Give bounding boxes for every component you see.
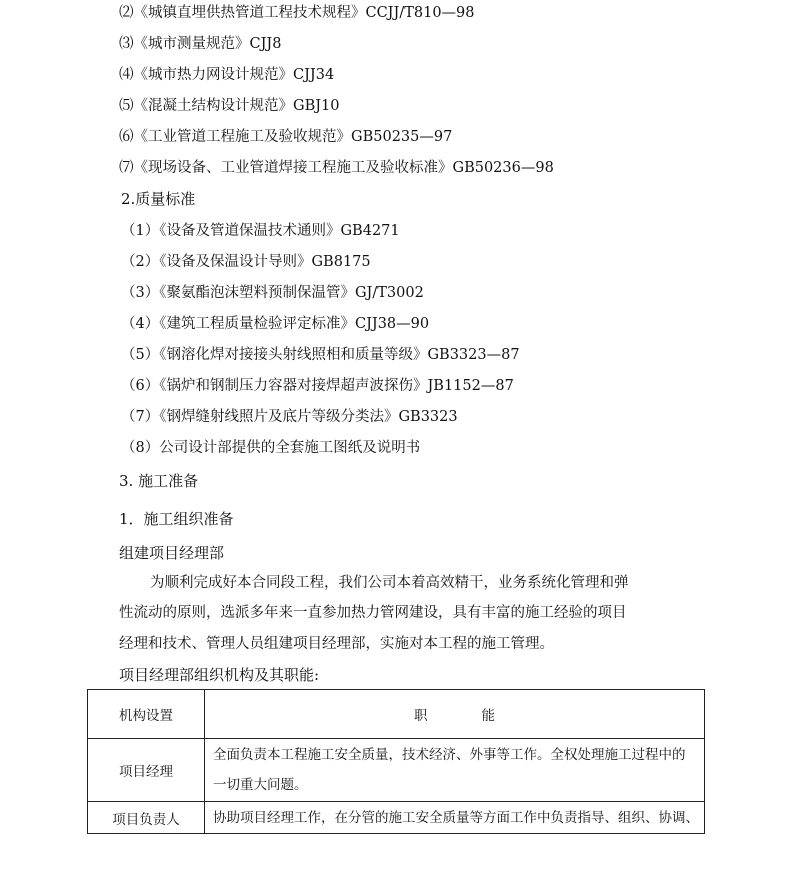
duty-line: 全面负责本工程施工安全质量，技术经济、外事等工作。全权处理施工过程中的: [213, 747, 686, 763]
quality-standard-item: （6）《锅炉和钢制压力容器对接焊超声波探伤》JB1152—87: [121, 378, 514, 394]
org-structure-table: [87, 689, 705, 834]
quality-standards-heading: 2.质量标准: [121, 190, 196, 208]
paragraph-line: 为顺利完成好本合同段工程，我们公司本着高效精干，业务系统化管理和弹: [150, 575, 629, 591]
duty-line: 协助项目经理工作，在分管的施工安全质量等方面工作中负责指导、组织、协调、: [213, 809, 699, 826]
role-cell: 项目负责人: [88, 802, 205, 834]
paragraph-line: 性流动的原则，选派多年来一直参加热力管网建设，具有丰富的施工经验的项目: [119, 605, 627, 621]
quality-standard-item: （8）公司设计部提供的全套施工图纸及说明书: [121, 440, 421, 456]
duty-cell: [205, 802, 705, 834]
table-header-row: [88, 690, 705, 739]
standard-item: ⑷《城市热力网设计规范》CJJ34: [119, 67, 335, 83]
paragraph-line: 经理和技术、管理人员组建项目经理部，实施对本工程的施工管理。: [119, 636, 554, 652]
standard-item: ⑶《城市测量规范》CJJ8: [119, 36, 282, 52]
standard-item: ⑺《现场设备、工业管道焊接工程施工及验收标准》GB50236—98: [119, 160, 554, 176]
standard-item: ⑹《工业管道工程施工及验收规范》GB50235—97: [119, 129, 453, 145]
quality-standard-item: （1）《设备及管道保温技术通则》GB4271: [121, 223, 400, 239]
table-caption: 项目经理部组织机构及其职能:: [119, 666, 320, 684]
standard-item: ⑸《混凝土结构设计规范》GBJ10: [119, 98, 340, 114]
quality-standard-item: （7）《钢焊缝射线照片及底片等级分类法》GB3323: [121, 409, 458, 425]
duty-cell: [205, 739, 705, 802]
quality-standard-item: （3）《聚氨酯泡沫塑料预制保温管》GJ/T3002: [121, 285, 424, 301]
duty-line: 一切重大问题。: [213, 777, 308, 793]
section-heading: 3. 施工准备: [119, 472, 199, 490]
org-heading: 组建项目经理部: [119, 544, 225, 562]
table-row: [88, 739, 705, 802]
header-cell-role: 机构设置: [88, 690, 205, 739]
subsection-heading: 1．施工组织准备: [119, 510, 234, 528]
quality-standard-item: （4）《建筑工程质量检验评定标准》CJJ38—90: [121, 316, 430, 332]
table-row: [88, 802, 705, 834]
header-cell-duty: 职能: [205, 690, 705, 739]
role-cell: 项目经理: [88, 739, 205, 802]
standard-item: ⑵《城镇直埋供热管道工程技术规程》CCJJ/T810—98: [119, 5, 475, 21]
quality-standard-item: （2）《设备及保温设计导则》GB8175: [121, 254, 371, 270]
quality-standard-item: （5）《钢溶化焊对接接头射线照相和质量等级》GB3323—87: [121, 347, 520, 363]
